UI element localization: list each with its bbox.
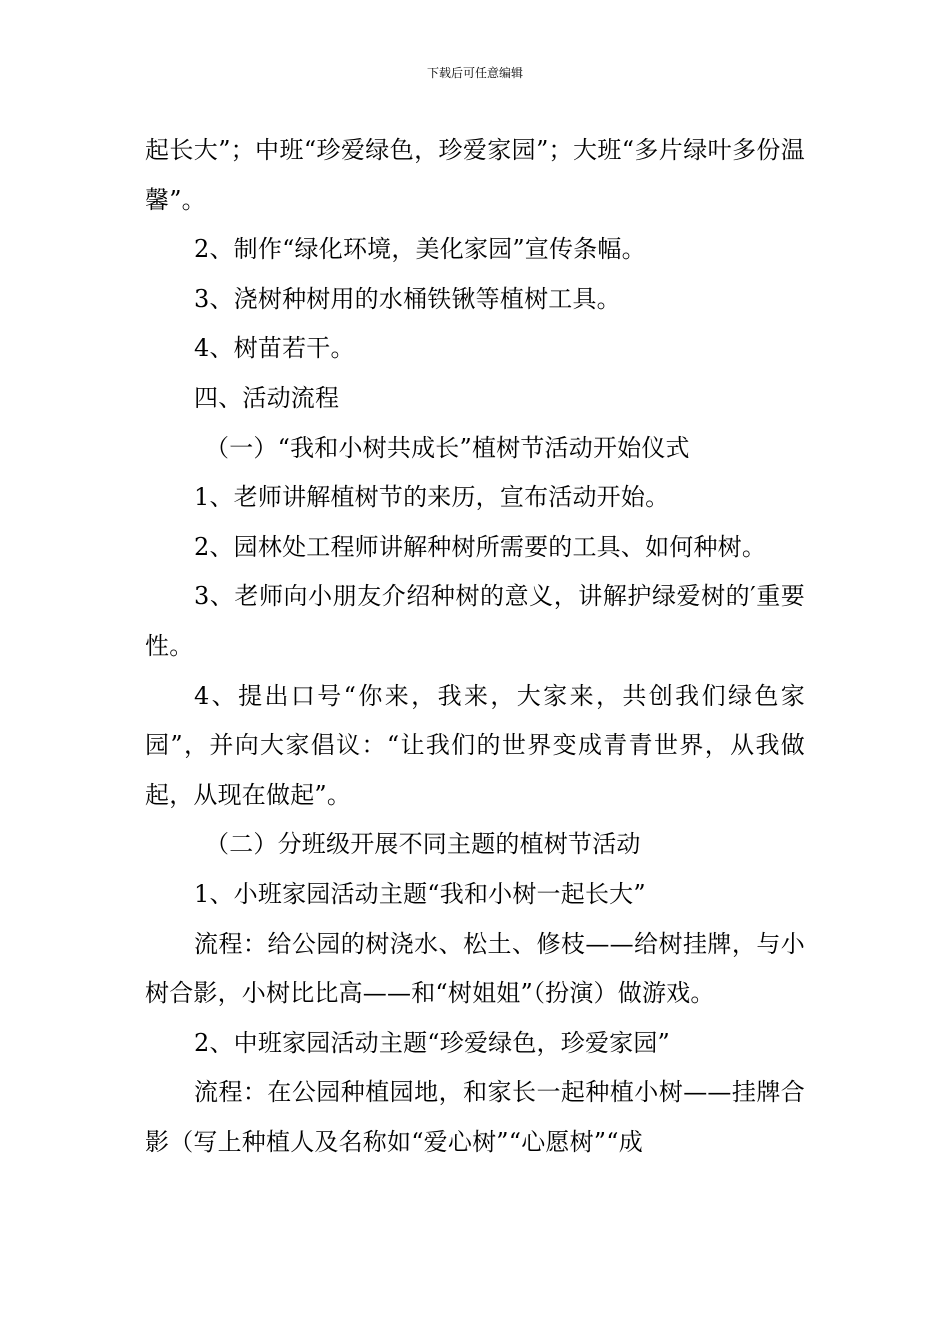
paragraph-15: 流程：在公园种植园地，和家长一起种植小树——挂牌合影（写上种植人及名称如“爱心树”“心愿树”“成 [145, 1078, 805, 1156]
paragraph-10: 4、提出口号“你来，我来，大家来，共创我们绿色家园”，并向大家倡议：“让我们的世界变成青青世界，从我做起，从现在做起”。 [145, 681, 805, 809]
document-body [145, 126, 805, 1167]
paragraph-14: 2、中班家园活动主题“珍爱绿色，珍爱家园” [194, 1028, 671, 1057]
header-note: 下载后可任意编辑 [426, 66, 523, 80]
paragraph-8: 2、园林处工程师讲解种树所需要的工具、如何种树。 [194, 532, 767, 561]
paragraph-7: 1、老师讲解植树节的来历，宣布活动开始。 [194, 483, 670, 512]
paragraph-12: 1、小班家园活动主题“我和小树一起长大” [194, 879, 646, 908]
paragraph-4: 4、树苗若干。 [194, 334, 355, 363]
paragraph-1: 起长大”；中班“珍爱绿色，珍爱家园”；大班“多片绿叶多份温馨”。 [145, 136, 805, 214]
section-heading-4: 四、活动流程 [194, 383, 340, 412]
subsection-heading-2: （二）分班级开展不同主题的植树节活动 [205, 830, 641, 859]
paragraph-13: 流程：给公园的树浇水、松土、修枝——给树挂牌，与小树合影，小树比比高——和“树姐姐”（扮演）做游戏。 [145, 929, 805, 1008]
paragraph-2: 2、制作“绿化环境，美化家园”宣传条幅。 [194, 235, 646, 264]
paragraph-3: 3、浇树种树用的水桶铁锹等植树工具。 [194, 284, 621, 313]
subsection-heading-1: （一）“我和小树共成长”植树节活动开始仪式 [205, 433, 690, 462]
paragraph-9: 3、老师向小朋友介绍种树的意义，讲解护绿爱树的′重要性。 [145, 582, 805, 660]
